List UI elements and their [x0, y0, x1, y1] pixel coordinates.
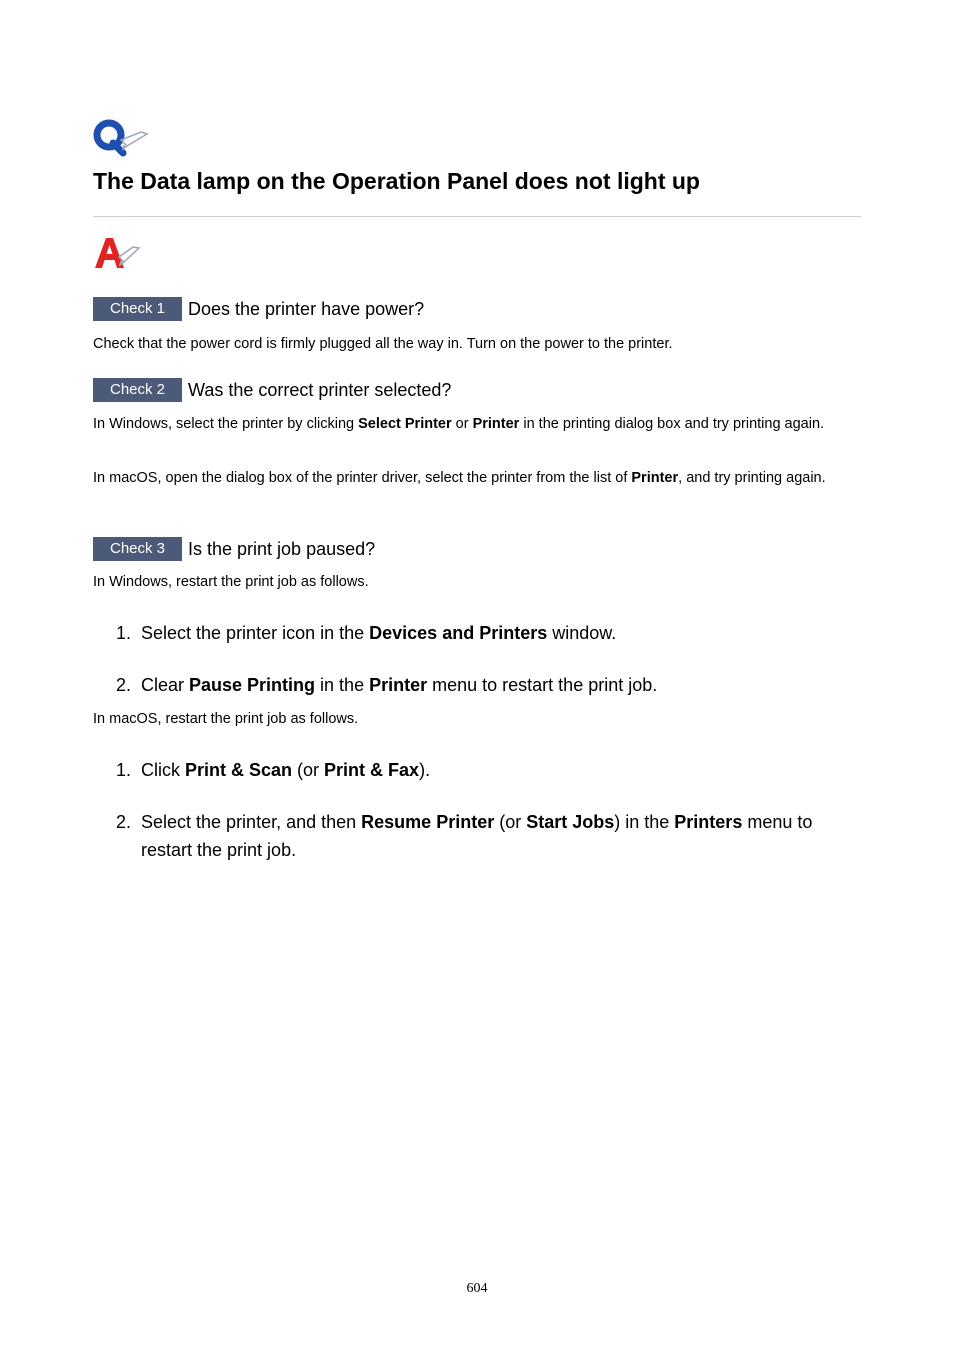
answer-a-icon — [93, 235, 141, 271]
page-title: The Data lamp on the Operation Panel does not light up — [93, 168, 700, 194]
question-q-icon — [93, 118, 149, 158]
check-title: Is the print job paused? — [188, 539, 376, 559]
macos-step-2 — [116, 808, 836, 864]
step-number: 1. — [116, 760, 132, 780]
windows-step-2 — [116, 671, 836, 699]
step-text: Select the printer, and then Resume Printer (or Start Jobs) in the Printers menu to restart the print job. — [141, 812, 813, 860]
check-badge: Check 1 — [93, 297, 182, 321]
check-3-heading — [93, 537, 375, 561]
step-number: 2. — [116, 812, 132, 832]
check-badge: Check 3 — [93, 537, 182, 561]
document-page — [93, 0, 861, 1350]
check-title: Does the printer have power? — [188, 299, 425, 319]
divider — [93, 216, 861, 217]
step-text: Select the printer icon in the Devices and Printers window. — [141, 623, 617, 643]
check-1-text: Check that the power cord is firmly plugged all the way in. Turn on the power to the printer. — [93, 336, 673, 352]
macos-step-1 — [116, 756, 836, 784]
check-title: Was the correct printer selected? — [188, 380, 452, 400]
check-3-windows-intro: In Windows, restart the print job as follows. — [93, 574, 369, 590]
page-number: 604 — [466, 1281, 488, 1296]
windows-step-1 — [116, 619, 836, 647]
check-2-windows-text: In Windows, select the printer by clicking Select Printer or Printer in the printing dialog box and try printing again. — [93, 416, 825, 432]
check-3-macos-intro: In macOS, restart the print job as follows. — [93, 711, 359, 727]
check-badge: Check 2 — [93, 378, 182, 402]
check-2-heading — [93, 378, 451, 402]
step-number: 1. — [116, 623, 132, 643]
step-text: Clear Pause Printing in the Printer menu to restart the print job. — [141, 675, 658, 695]
step-text: Click Print & Scan (or Print & Fax). — [141, 760, 431, 780]
check-1-heading — [93, 297, 424, 321]
check-2-macos-text: In macOS, open the dialog box of the printer driver, select the printer from the list of Printer, and try printing again. — [93, 470, 826, 486]
step-number: 2. — [116, 675, 132, 695]
